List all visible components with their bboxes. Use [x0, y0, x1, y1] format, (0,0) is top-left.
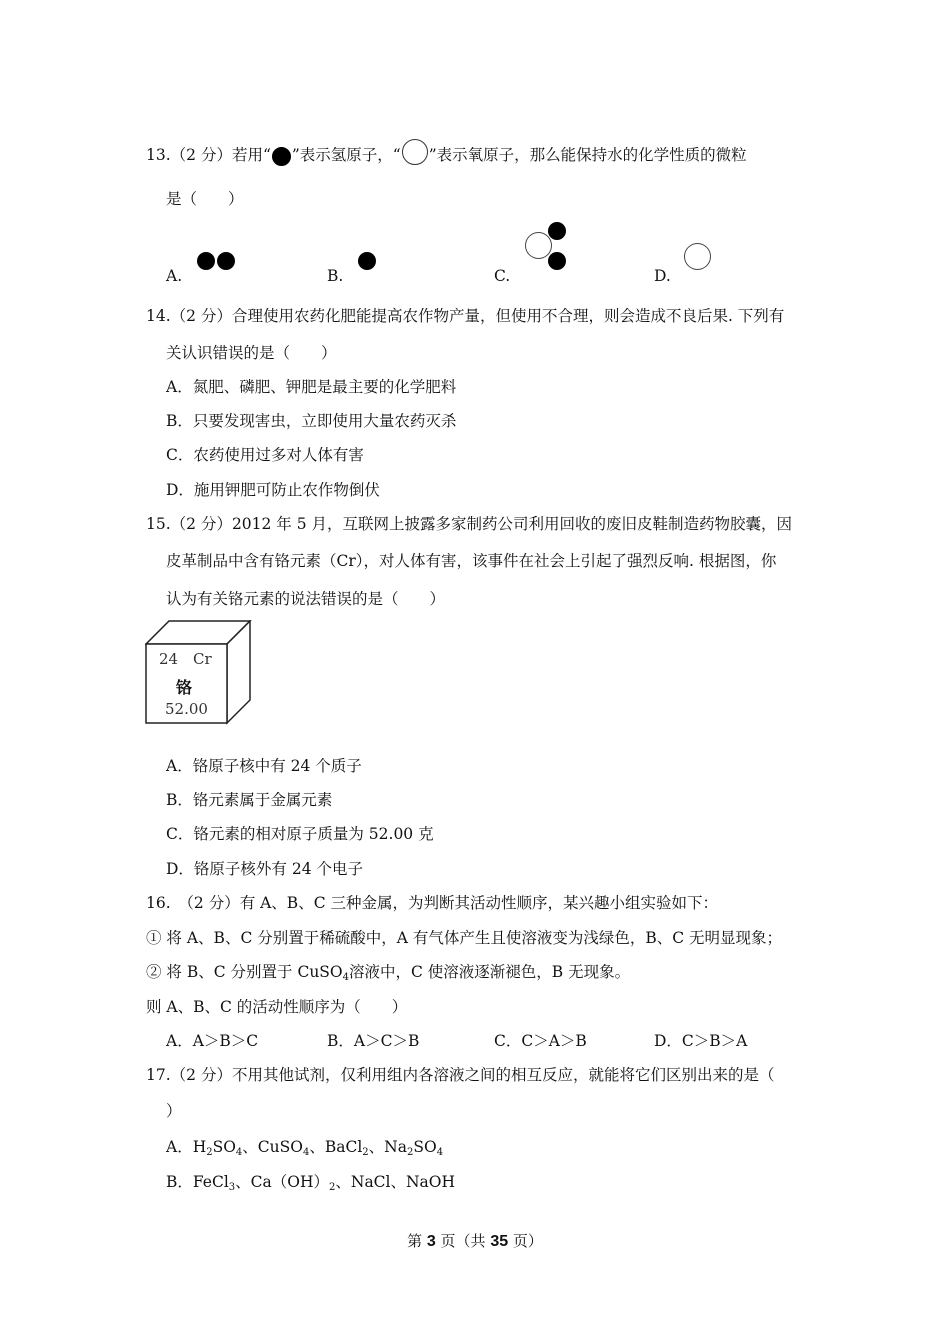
q16-option-d: D．C＞B＞A [654, 1032, 748, 1050]
q17-a-sub: 4 [235, 1147, 243, 1158]
q13-stem-line1 [146, 144, 747, 166]
page-number: 3 [426, 1233, 436, 1250]
q17-a-sub: 2 [362, 1147, 369, 1158]
q17-a-part: 、BaCl [309, 1138, 363, 1156]
q13-text-a: 13.（2 分）若用“ [146, 146, 271, 164]
q17-b-part: 、Ca（OH） [235, 1173, 329, 1191]
q16-step2-subscript: 4 [342, 972, 350, 983]
hydrogen-atom-icon [217, 252, 235, 270]
footer-middle: 页（共 [435, 1232, 491, 1250]
q17-a-part: 、Na [368, 1138, 407, 1156]
q16-step2-text-a: ② 将 B、C 分别置于 CuSO [146, 963, 343, 981]
q16-step2-text-b: 溶液中，C 使溶液逐渐褪色，B 无现象。 [349, 963, 631, 981]
hydrogen-atom-icon [197, 252, 215, 270]
total-pages: 35 [490, 1233, 509, 1250]
atomic-number: 24 [159, 650, 179, 668]
hydrogen-atom-icon [358, 252, 376, 270]
q17-a-sub: 2 [206, 1147, 213, 1158]
q14-option-c: C．农药使用过多对人体有害 [166, 446, 364, 464]
q13-text-b: ”表示氢原子，“ [291, 146, 401, 164]
q13-option-a-label: A. [166, 267, 183, 285]
atomic-mass: 52.00 [165, 700, 208, 718]
footer-prefix: 第 [407, 1232, 427, 1250]
q17-a-part: SO [413, 1138, 437, 1156]
q16-option-c: C．C＞A＞B [494, 1032, 587, 1050]
q14-option-b: B．只要发现害虫，立即使用大量农药灭杀 [166, 412, 457, 430]
q15-option-a: A．铬原子核中有 24 个质子 [166, 757, 362, 775]
q17-option-b [166, 1171, 455, 1193]
q14-stem-line2: 关认识错误的是（ ） [166, 344, 337, 362]
oxygen-atom-icon [525, 232, 552, 259]
q13-option-d-label: D. [654, 267, 671, 285]
q13-text-c: ”表示氧原子，那么能保持水的化学性质的微粒 [428, 146, 747, 164]
q13-stem-line2: 是（ ） [166, 190, 244, 208]
q17-stem-line1: 17.（2 分）不用其他试剂，仅利用组内各溶液之间的相互反应，就能将它们区别出来的是（ [146, 1066, 775, 1084]
q16-step1: ① 将 A、B、C 分别置于稀硫酸中，A 有气体产生且使溶液变为浅绿色，B、C 无明显现象； [146, 929, 783, 947]
element-symbol: Cr [193, 650, 212, 668]
q17-a-part: SO [212, 1138, 236, 1156]
q15-stem-line1: 15.（2 分）2012 年 5 月，互联网上披露多家制药公司利用回收的废旧皮鞋制造药物胶囊，因 [146, 515, 793, 533]
oxygen-atom-icon [402, 139, 428, 165]
oxygen-atom-icon [684, 243, 711, 270]
q16-option-a: A．A＞B＞C [166, 1032, 259, 1050]
q17-a-sub: 4 [436, 1147, 444, 1158]
footer-suffix: 页） [508, 1232, 543, 1250]
q14-option-a: A．氮肥、磷肥、钾肥是最主要的化学肥料 [166, 378, 457, 396]
q17-a-part: 、CuSO [242, 1138, 303, 1156]
q17-a-part: A．H [166, 1138, 207, 1156]
element-name: 铬 [176, 678, 193, 697]
q14-stem-line1: 14.（2 分）合理使用农药化肥能提高农作物产量，但使用不合理，则会造成不良后果. 下列有 [146, 307, 785, 325]
q17-b-part: B．FeCl [166, 1173, 229, 1191]
q15-stem-line2: 皮革制品中含有铬元素（Cr），对人体有害，该事件在社会上引起了强烈反响. 根据图，你 [166, 552, 777, 570]
q15-stem-line3: 认为有关铬元素的说法错误的是（ ） [166, 590, 446, 608]
q15-option-b: B．铬元素属于金属元素 [166, 791, 333, 809]
q17-option-a [166, 1136, 443, 1158]
q17-b-part: 、NaCl、NaOH [335, 1173, 456, 1191]
q13-option-c-label: C. [494, 267, 511, 285]
q16-stem-line1: 16. （2 分）有 A、B、C 三种金属，为判断其活动性顺序，某兴趣小组实验如下： [146, 894, 718, 912]
q17-a-sub: 2 [406, 1147, 414, 1158]
q17-b-sub: 2 [329, 1182, 336, 1193]
q15-option-c: C．铬元素的相对原子质量为 52.00 克 [166, 825, 434, 843]
q14-option-d: D．施用钾肥可防止农作物倒伏 [166, 481, 380, 499]
q16-question: 则 A、B、C 的活动性顺序为（ ） [146, 998, 408, 1016]
hydrogen-atom-icon [548, 222, 566, 240]
q13-option-b-label: B. [327, 267, 344, 285]
q15-option-d: D．铬原子核外有 24 个电子 [166, 860, 364, 878]
q17-a-sub: 4 [302, 1147, 310, 1158]
hydrogen-atom-icon [272, 147, 291, 166]
q17-b-sub: 3 [228, 1182, 236, 1193]
q17-stem-line2: ） [166, 1102, 182, 1120]
hydrogen-atom-icon [548, 252, 566, 270]
chromium-element-card [145, 620, 253, 725]
page-footer [0, 1230, 950, 1251]
q16-step2 [146, 961, 630, 983]
q16-option-b: B．A＞C＞B [327, 1032, 420, 1050]
